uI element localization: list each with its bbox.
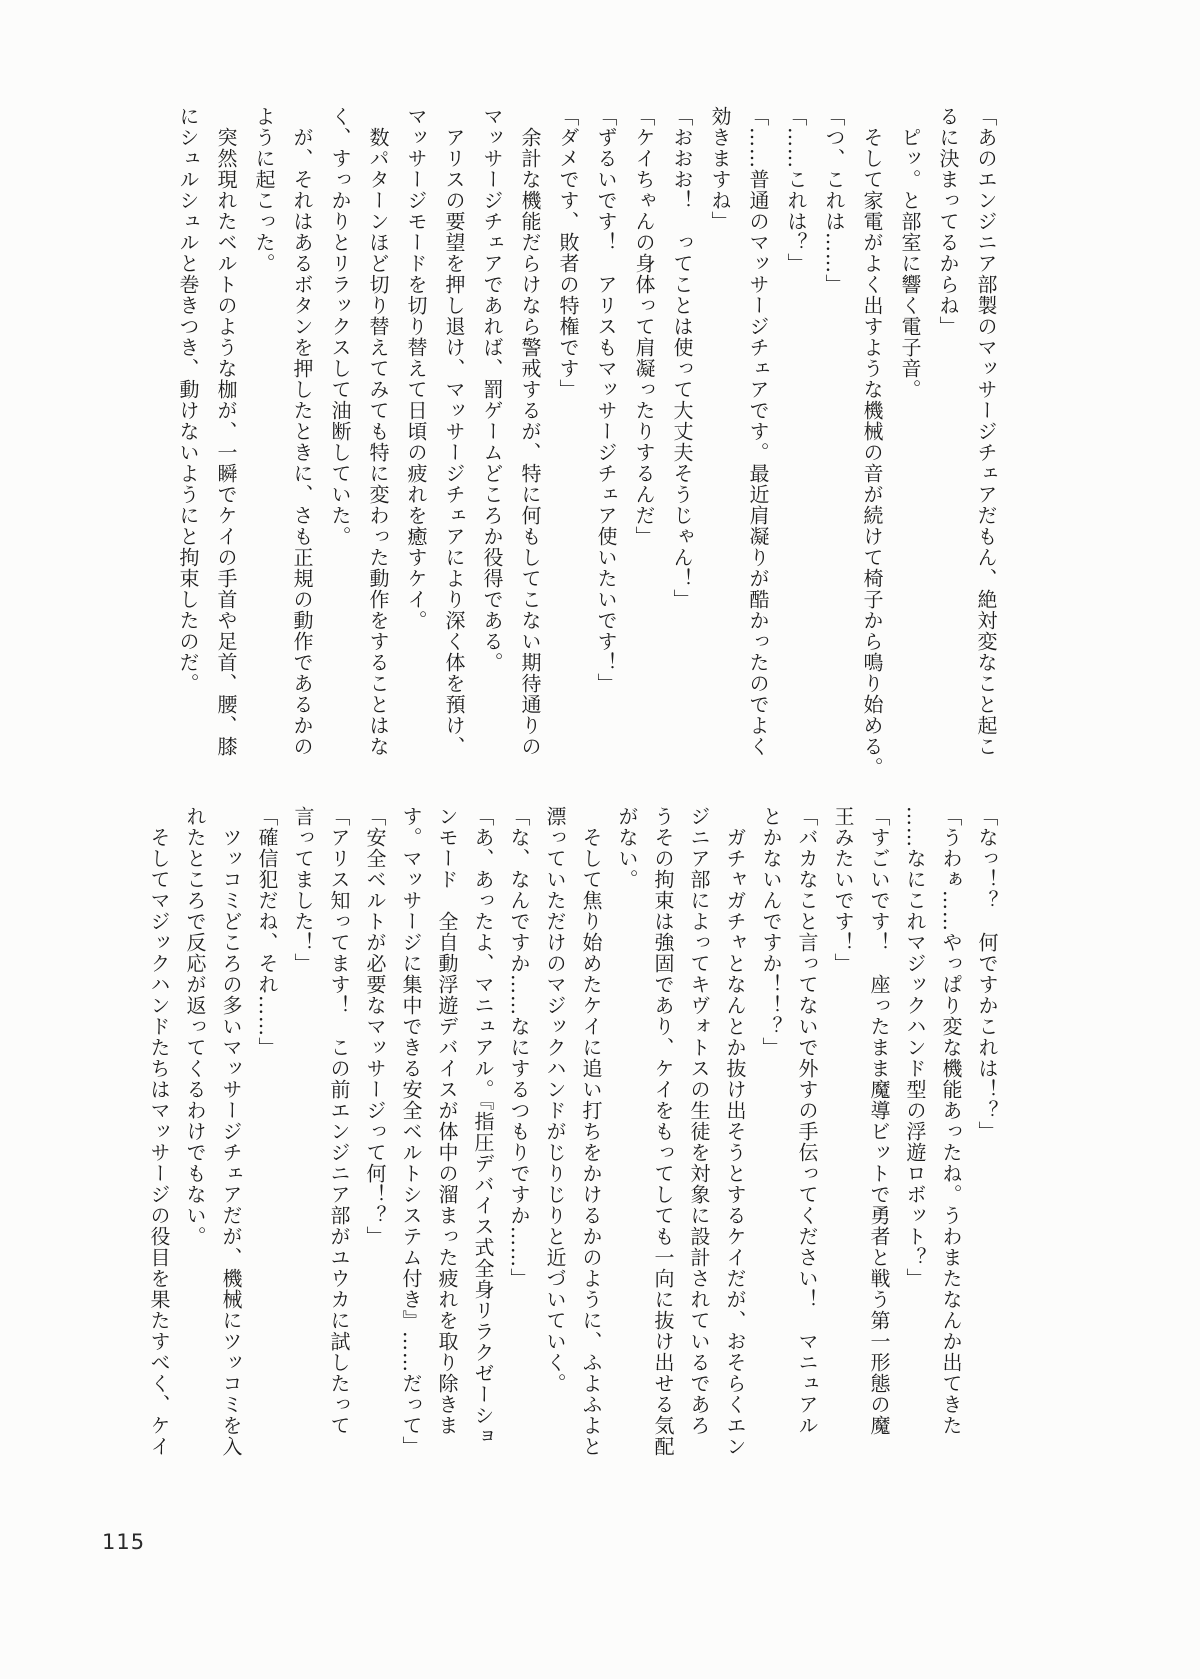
text-line: 「安全ベルトが必要なマッサージって何！？」 xyxy=(363,806,387,1247)
text-line: ピッ。と部室に響く電子音。 xyxy=(898,127,922,400)
top-text-block xyxy=(169,106,1005,814)
bottom-text-block xyxy=(141,806,1005,1518)
text-line: 「おおお！ ってことは使って大丈夫そうじゃん！」 xyxy=(670,106,694,610)
text-line: マッサージモードを切り替えて日頃の疲れを癒すケイ。 xyxy=(404,106,428,631)
text-line: ジニア部によってキヴォトスの生徒を対象に設計されているであろ xyxy=(687,806,711,1436)
text-line: 言ってました！」 xyxy=(291,806,315,974)
text-line: 数パターンほど切り替えてみても特に変わった動作をすることはな xyxy=(366,127,390,757)
text-line: 「確信犯だね、それ……」 xyxy=(255,806,279,1058)
text-line: ンモード 全自動浮遊デバイスが体中の溜まった疲れを取り除きま xyxy=(435,806,459,1436)
text-line: がない。 xyxy=(615,806,639,890)
text-line: そして家電がよく出すような機械の音が続けて椅子から鳴り始める。 xyxy=(860,127,884,778)
text-line: ツッコミどころの多いマッサージチェアだが、機械にツッコミを入 xyxy=(219,827,243,1457)
text-line: す。マッサージに集中できる安全ベルトシステム付き』……だって」 xyxy=(399,806,423,1457)
text-line: アリスの要望を押し退け、マッサージチェアにより深く体を預け、 xyxy=(442,127,466,757)
text-line: が、それはあるボタンを押したときに、さも正規の動作であるかの xyxy=(290,127,314,757)
text-line: 「あ、あったよ、マニュアル。『指圧デバイス式全身リラクゼーショ xyxy=(471,806,495,1447)
text-line: 「つ、これは……」 xyxy=(822,106,846,295)
text-line: そしてマジックハンドたちはマッサージの役目を果たすべく、ケイ xyxy=(147,827,171,1457)
text-line: 「うわぁ……やっぱり変な機能あったね。うわまたなんか出てきた xyxy=(939,806,963,1436)
text-line: れたところで反応が返ってくるわけでもない。 xyxy=(183,806,207,1247)
text-line: 「なっ！？ 何ですかこれは！？」 xyxy=(975,806,999,1142)
text-line: 「すごいです！ 座ったまま魔導ビットで勇者と戦う第一形態の魔 xyxy=(867,806,891,1436)
text-line: く、すっかりとリラックスして油断していた。 xyxy=(328,106,352,547)
text-line: 突然現れたベルトのような枷が、一瞬でケイの手首や足首、腰、膝 xyxy=(214,127,238,757)
text-line: 「アリス知ってます！ この前エンジニア部がユウカに試したって xyxy=(327,806,351,1436)
text-line: 「な、なんですか……なにするつもりですか……」 xyxy=(507,806,531,1289)
text-line: 「ケイちゃんの身体って肩凝ったりするんだ」 xyxy=(632,106,656,547)
text-line: 効きますね」 xyxy=(708,106,732,232)
text-line: 「……普通のマッサージチェアです。最近肩凝りが酷かったのでよく xyxy=(746,106,770,757)
text-line: 「ダメです、敗者の特権です」 xyxy=(556,106,580,400)
text-line: ように起こった。 xyxy=(252,106,276,274)
text-line: うその拘束は強固であり、ケイをもってしても一向に抜け出せる気配 xyxy=(651,806,675,1457)
text-line: にシュルシュルと巻きつき、動けないようにと拘束したのだ。 xyxy=(176,106,200,694)
text-line: そして焦り始めたケイに追い打ちをかけるかのように、ふよふよと xyxy=(579,827,603,1457)
page-number: 115 xyxy=(102,1530,146,1554)
text-line: 「あのエンジニア部製のマッサージチェアだもん、絶対変なこと起こ xyxy=(974,106,998,757)
text-line: るに決まってるからね」 xyxy=(936,106,960,337)
text-line: 王みたいです！」 xyxy=(831,806,855,974)
text-line: 余計な機能だらけなら警戒するが、特に何もしてこない期待通りの xyxy=(518,127,542,757)
text-line: 「ずるいです！ アリスもマッサージチェア使いたいです！」 xyxy=(594,106,618,694)
text-line: 「バカなこと言ってないで外すの手伝ってください！ マニュアル xyxy=(795,806,819,1436)
text-line: マッサージチェアであれば、罰ゲームどころか役得である。 xyxy=(480,106,504,673)
text-line: ……なにこれマジックハンド型の浮遊ロボット？」 xyxy=(903,806,927,1289)
text-line: とかないんですか！！？」 xyxy=(759,806,783,1058)
text-line: 「……これは？」 xyxy=(784,106,808,274)
text-line: ガチャガチャとなんとか抜け出そうとするケイだが、おそらくエン xyxy=(723,827,747,1457)
text-line: 漂っていただけのマジックハンドがじりじりと近づいていく。 xyxy=(543,806,567,1394)
